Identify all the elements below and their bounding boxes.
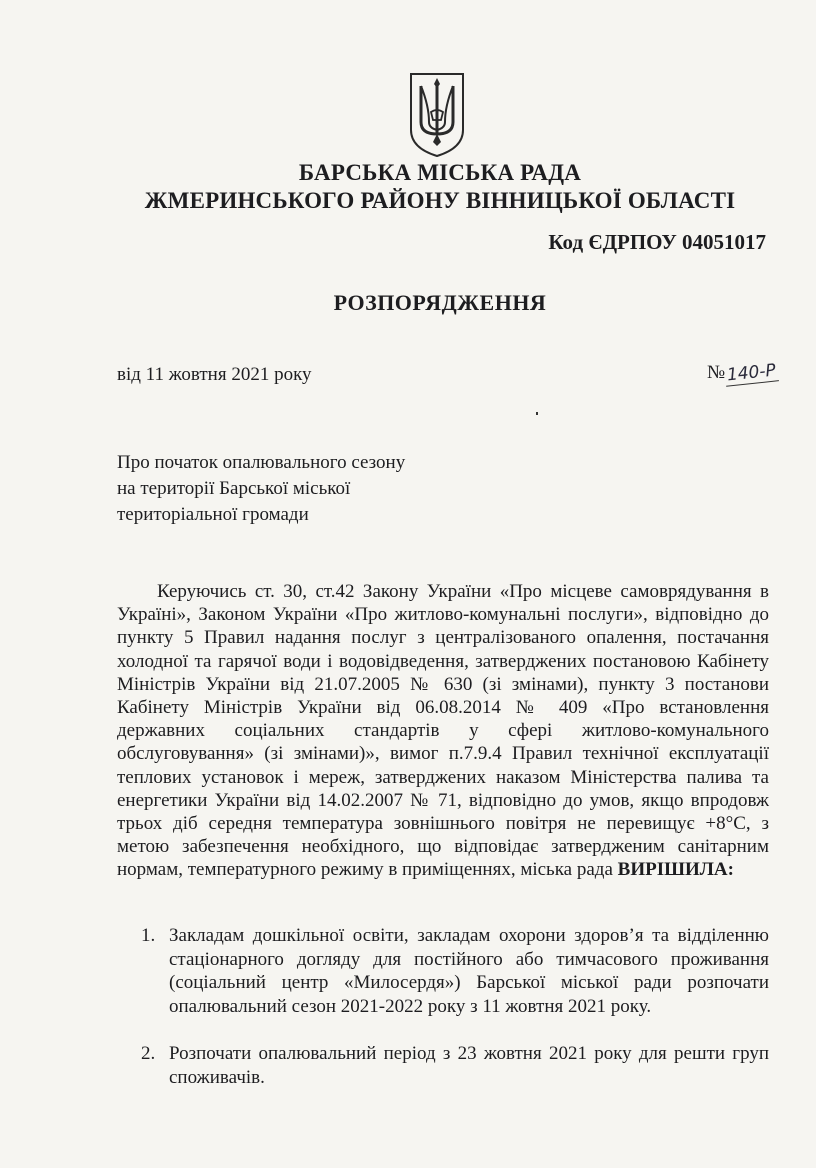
- decision-list: [117, 924, 769, 1114]
- number-prefix: №: [707, 362, 726, 383]
- list-item: [117, 924, 769, 1018]
- preamble-paragraph: [117, 580, 769, 882]
- document-title: РОЗПОРЯДЖЕННЯ: [333, 290, 547, 315]
- document-subject: [117, 450, 405, 528]
- trident-coat-of-arms-icon: [407, 72, 467, 158]
- item-text: Розпочати опалювальний період з 23 жовтня 2021 року для решти груп споживачів.: [169, 1043, 769, 1088]
- list-item: [117, 1042, 769, 1089]
- subject-line: Про початок опалювального сезону: [117, 452, 406, 473]
- document-date: від 11 жовтня 2021 року: [117, 364, 312, 385]
- item-number: 1.: [141, 925, 156, 946]
- edrpou-code: Код ЄДРПОУ 04051017: [548, 230, 766, 254]
- handwritten-number: 140-Р: [724, 360, 779, 386]
- document-number: [707, 362, 778, 384]
- decision-word: ВИРІШИЛА:: [617, 859, 734, 881]
- council-region: ЖМЕРИНСЬКОГО РАЙОНУ ВІННИЦЬКОЇ ОБЛАСТІ: [144, 188, 736, 213]
- subject-line: територіальної громади: [117, 504, 309, 525]
- item-number: 2.: [141, 1043, 156, 1065]
- stray-mark: [536, 412, 538, 415]
- preamble-text: Керуючись ст. 30, ст.42 Закону України «Про місцеве самоврядування в Україні», Законом України «Про житлово-комунальні послуги», відповідно до пункту 5 Правил надання послуг з централізованого опалення, постачання холодної та гарячої води і водовідведення, затверджених постановою Кабінету Міністрів України від 21.07.2005 № 630 (зі змінами), пункту 3 постанови Кабінету Міністрів України від 06.08.2014 № 409 «Про встановлення державних соціальних стандартів у сфері житлово-комунального обслуговування» (зі змінами)», вимог п.7.9.4 Правил технічної експлуатації теплових установок і мереж, затверджених наказом Міністерства палива та енергетики України від 14.02.2007 № 71, відповідно до умов, якщо впродовж трьох діб середня температура зовнішнього повітря не перевищує +8°С, з метою забезпечення необхідного, що відповідає затвердженим санітарним нормам, температурного режиму в приміщеннях, міська рада: [117, 581, 769, 881]
- item-text: Закладам дошкільної освіти, закладам охорони здоров’я та відділенню стаціонарного догляду для постійного або тимчасового проживання (соціальний центр «Милосердя») Барської міської ради розпочати опалювальний сезон 2021-2022 року з 11 жовтня 2021 року.: [169, 925, 769, 1017]
- subject-line: на території Барської міської: [117, 478, 351, 499]
- council-name: БАРСЬКА МІСЬКА РАДА: [298, 160, 582, 185]
